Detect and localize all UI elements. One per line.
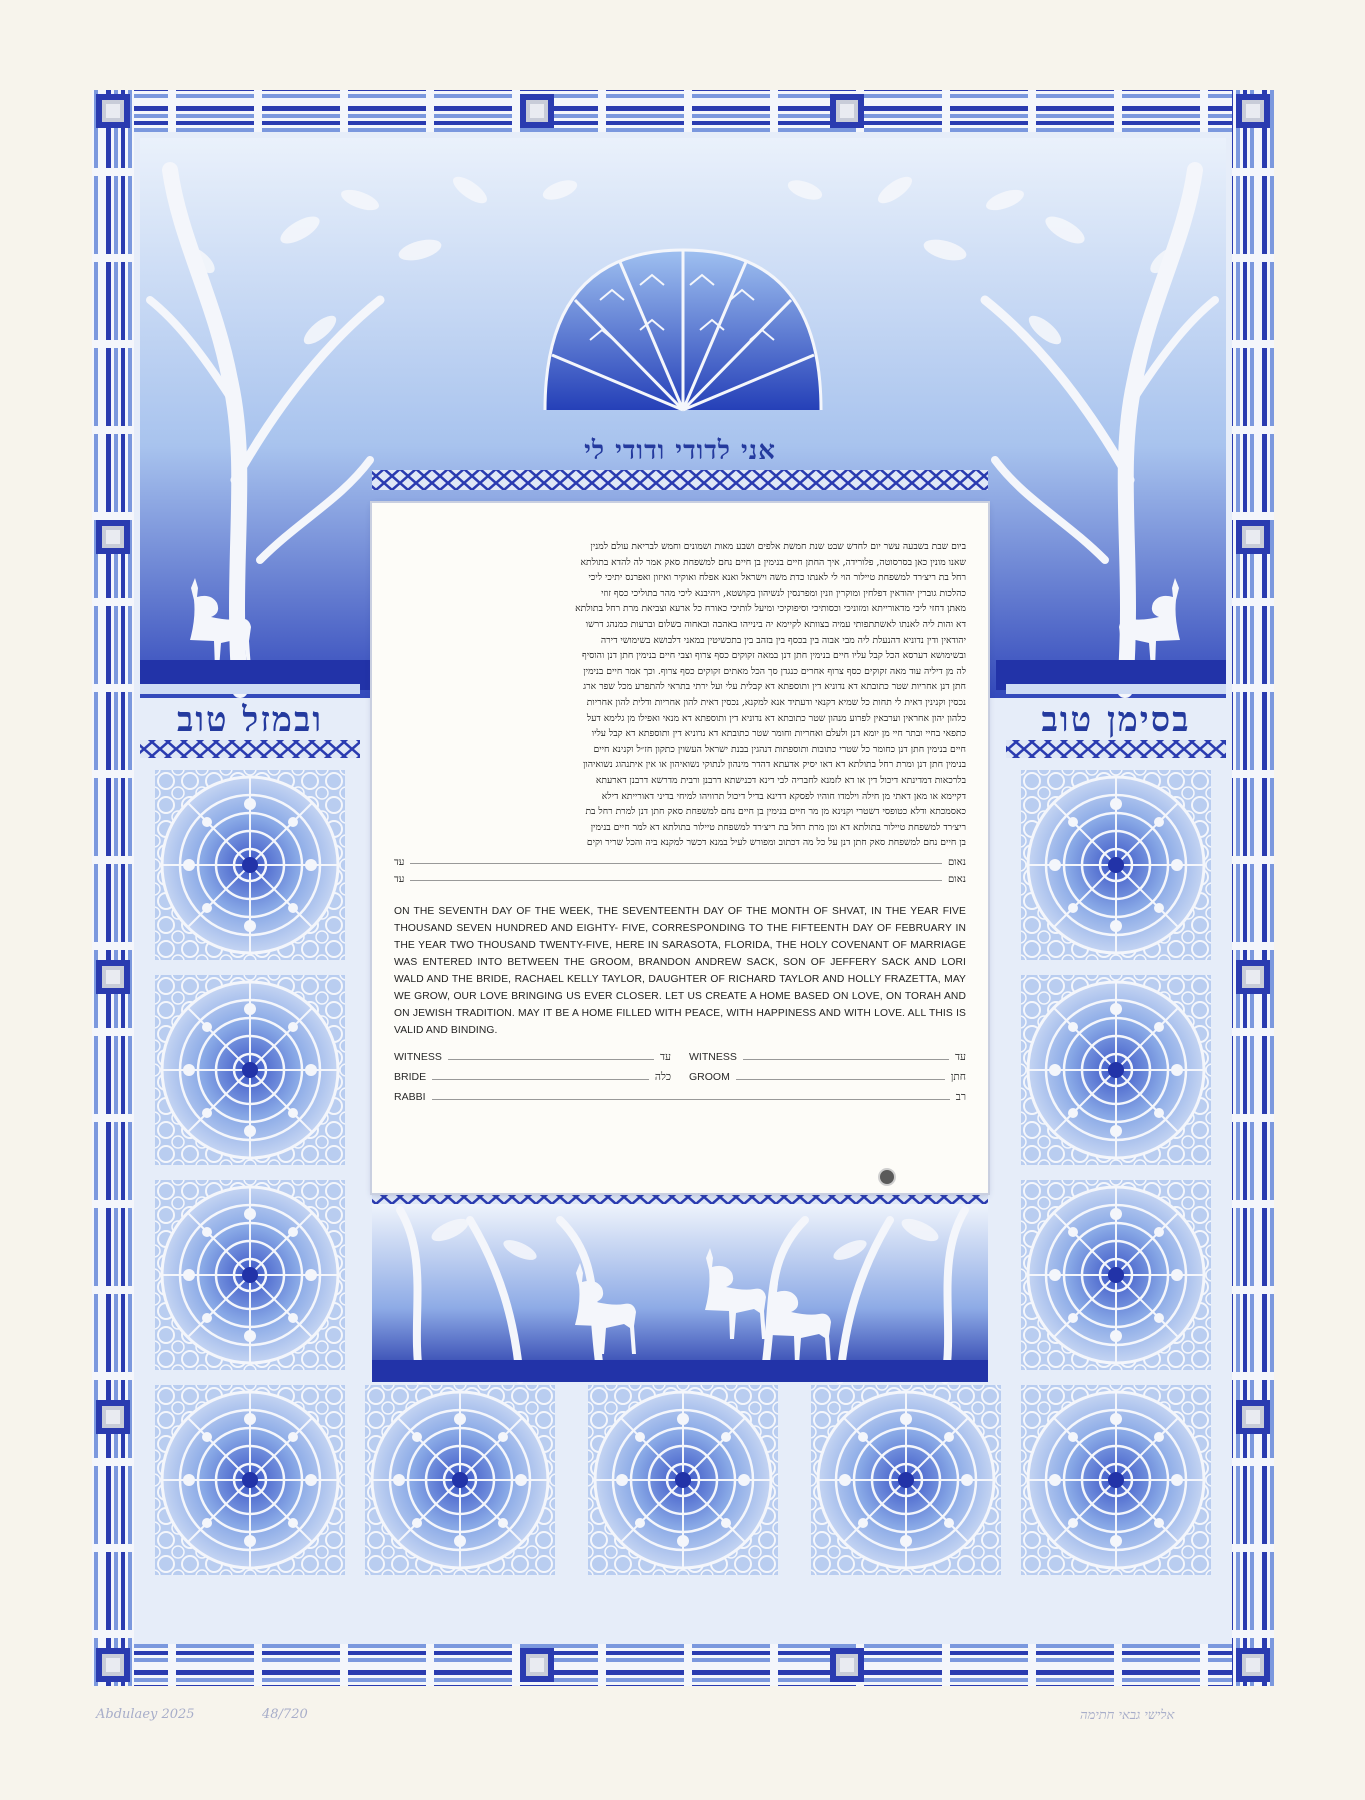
right-blessing: בסימן טוב bbox=[1041, 700, 1191, 740]
witness-1-signature bbox=[394, 1051, 671, 1063]
rabbi-label: RABBI bbox=[394, 1090, 426, 1103]
witness-label: WITNESS bbox=[689, 1050, 737, 1063]
hebrew-witness-row-1 bbox=[394, 857, 966, 868]
hebrew-line: כהלכות גוברין יהודאין דפלחין ומוקרין וזנין ומפרנסין לנשיהון בקושטא, ויהיבנא ליכי מהר בתוליכי כסף זוזי bbox=[601, 587, 966, 599]
hebrew-line: בנימין חתן דנן ומרת רחל בתולתא דא דאו יסיק אדעתא דהדר מינהון לנתוקי נשואיהון או אין איתנהוג נשואיהון bbox=[583, 759, 966, 771]
witness-end: עד bbox=[394, 856, 405, 868]
bride-signature bbox=[394, 1071, 671, 1083]
hebrew-artist-signature: אלישי גבאי חתימה bbox=[1080, 1708, 1175, 1723]
witness-mark: נאום bbox=[947, 856, 966, 868]
ketubah-text-panel bbox=[372, 503, 988, 1193]
hebrew-line: דא והות ליה לאנתו לאשתתפותי עמיה בצוותא לקיימא יה בינייהו באהבה ובאחוה בשלום וברעות כמנהג דרשו bbox=[585, 618, 966, 630]
groom-hebrew-label: חתן bbox=[950, 1070, 966, 1083]
hebrew-text-block bbox=[394, 539, 966, 851]
hebrew-line: כתפאי בחיי ובתר חיי מן יומא דנן ולעלם ואחריות וחומר שטר כתובתא דא נדוניא דין ותוספתא דא קבל עליו bbox=[591, 728, 966, 740]
hebrew-line: לה מן דיליה עוד מאה זקוקים כסף צרוף אחרים כנגדן סך הכל מאתים זקוקים כסף צרוף. וכך אמר חיים בנימין bbox=[583, 665, 966, 677]
signature-line bbox=[432, 1099, 950, 1100]
hebrew-line: יהודאין ודין נדוניא דהנעלת ליה מבי אבוה בין בכסף בין בזהב בין בתכשיטין במאני דלבושא בשימושי דירה bbox=[600, 634, 966, 646]
hebrew-line: ריצ׳רד למשפחת טיילור בתולתא דא ומן מרת רחל בת ריצ׳רד למשפחת טיילור בתולתא דא למר חיים בנימין bbox=[590, 821, 966, 833]
signature-line bbox=[736, 1079, 945, 1080]
hebrew-line: ביום שבת בשבעה עשר יום לחדש שבט שנת חמשת אלפים ושבע מאות ושמונים וחמש לבריאת עולם למנין bbox=[590, 541, 966, 552]
hebrew-line: דקיימא או מאן דאתי מן חילה וילמדו חוהיו לפסקא דדינא בדיל דיכול תרוויהו למיחי בדיני דאורייתא דילא bbox=[601, 790, 966, 802]
signature-grid bbox=[394, 1051, 966, 1103]
signature-line bbox=[448, 1059, 654, 1060]
edition-number: 48/720 bbox=[262, 1707, 308, 1722]
witness-label: WITNESS bbox=[394, 1050, 442, 1063]
witness-2-signature bbox=[689, 1051, 966, 1063]
bride-label: BRIDE bbox=[394, 1070, 427, 1083]
hebrew-line: שאנו מונין כאן בסרסוטה, פלורידה, איך החתן חיים בנימין בן חיים נחם למשפחת סאק אמר לה להדא בתולתא bbox=[580, 556, 966, 568]
witness-hebrew-label: עד bbox=[955, 1050, 966, 1063]
hebrew-line: ובשימושא דערסא הכל קבל עליו חיים בנימין חתן דנן במאה זקוקים כסף צרוף וצבי חיים בנימין חתן דנן והוסיף bbox=[581, 650, 966, 662]
hebrew-line: בן חיים נחם למשפחת סאק חתן דנן על כל מה דכתוב ומפורש לעיל במנא דכשר למקנא ביה והכל שריר וקים bbox=[586, 837, 966, 849]
signature-line bbox=[410, 874, 941, 881]
hebrew-line: מאתן דחזי ליכי מדאורייתא ומזוניכי וכסותיכי וסיפוקיכי ומיעל לותיכי כאורח כל ארעא וצביאת מרת רחל בתולתא bbox=[575, 603, 966, 615]
hebrew-witness-row-2 bbox=[394, 874, 966, 885]
signature-line bbox=[432, 1079, 649, 1080]
rabbi-hebrew-label: רב bbox=[955, 1090, 966, 1103]
groom-label: GROOM bbox=[689, 1070, 730, 1083]
signature-line bbox=[743, 1059, 949, 1060]
rabbi-signature bbox=[394, 1091, 966, 1103]
signature-line bbox=[410, 857, 941, 864]
hebrew-line: חיים בנימין חתן דנן כחומר כל שטרי כתובות ותוספתות דנהגין בבנת ישראל העשוין כתקון חז״ל וקנינא חיים bbox=[593, 743, 966, 755]
witness-end: עד bbox=[394, 873, 405, 885]
hebrew-line: כאסמכתא ודלא כטופסי דשטרי וקנינא מן מר חיים בנימין בן חיים נחם למשפחת סאק חתן דנן למרת רחל בת bbox=[585, 806, 966, 818]
groom-signature bbox=[689, 1071, 966, 1083]
hebrew-line: נכסין וקנינין דאית לי תחות כל שמיא דקנאי ודעתיד אנא למקנא, נכסין דאית להון אחריות ודלית להון אחריות bbox=[586, 696, 966, 708]
bride-hebrew-label: כלה bbox=[654, 1070, 671, 1083]
left-blessing: ובמזל טוב bbox=[176, 700, 324, 740]
hebrew-line: רחל בת ריצ׳רד למשפחת טיילור הוי לי לאנתו כדת משה וישראל ואנא אפלח ואוקיר ואיזון ואפרנס יתיכי ליכי bbox=[588, 572, 966, 584]
witness-mark: נאום bbox=[947, 873, 966, 885]
hebrew-line: בלרכאות דמדינתא דיכול דין או דא לזמנא לחבריה לבי דינא דכנישתא דרבנן ורבית מדרשא דרבנן דארעתא bbox=[595, 774, 966, 786]
artist-signature: Abdulaey 2025 bbox=[96, 1707, 195, 1722]
hebrew-line: כלהון יהון אחראין וערבאין לפרוע מנהון שטר כתובתא דא נדוניא דין ותוספתא דא מנאי ואפילו מן גלימא דעל bbox=[586, 712, 966, 724]
english-text-block: ON THE SEVENTH DAY OF THE WEEK, THE SEVENTEENTH DAY OF THE MONTH OF SHVAT, IN THE YEAR FIVE THOUSAND SEVEN HUNDRED AND EIGHTY- FIVE, CORRESPONDING TO THE FIFTEENTH DAY OF FEBRUARY IN THE YEAR TWO THOUSAND TWENTY-FIVE, HERE IN SARASOTA, FLORIDA, THE HOLY COVENANT OF MARRIAGE WAS ENTERED INTO BETWEEN THE GROOM, BRANDON ANDREW SACK, SON OF JEFFERY SACK AND LORI WALD AND THE BRIDE, RACHAEL KELLY TAYLOR, DAUGHTER OF RICHARD TAYLOR AND HOLLY FRAZETTA, MAY WE GROW, OUR LOVE BRINGING US EVER CLOSER. LET US CREATE A HOME BASED ON LOVE, ON TORAH AND ON JEWISH TRADITION. MAY IT BE A HOME FILLED WITH PEACE, WITH HAPPINESS AND WITH LOVE. ALL THIS IS VALID AND BINDING. bbox=[394, 905, 966, 1036]
hebrew-line: חתן דנן אחריות שטר כתובתא דא נדוניא דין ותוספתא דא קבלית עלי ועל ירתי בתראי להתפרע מכל שפר ארג bbox=[583, 681, 966, 693]
witness-hebrew-label: עד bbox=[660, 1050, 671, 1063]
seal-dot bbox=[878, 1168, 896, 1186]
song-of-songs-title: אני לדודי ודודי לי bbox=[584, 436, 776, 466]
